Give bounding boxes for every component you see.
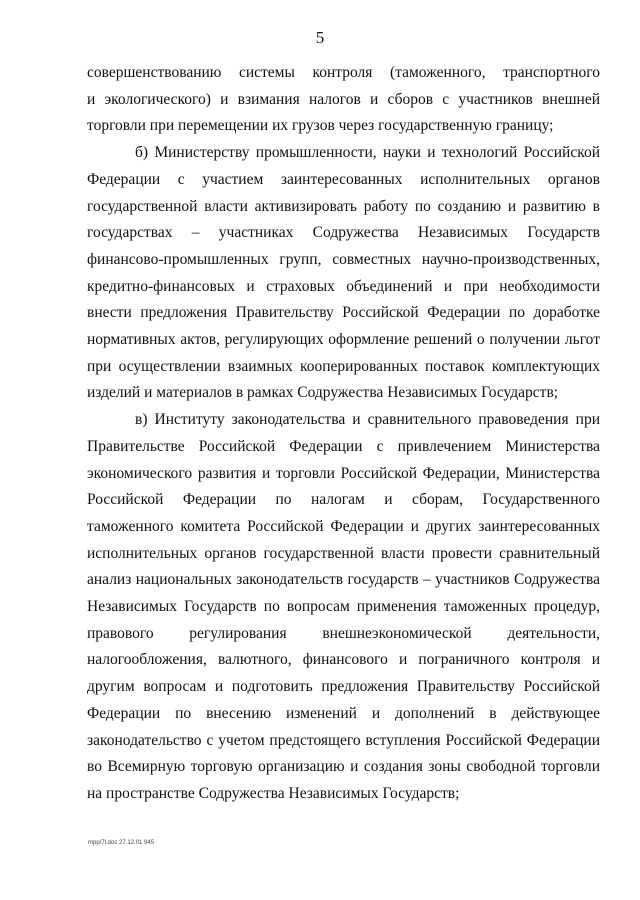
text-line: Федерации с участием заинтересованных исполнительных органов — [87, 170, 600, 188]
text-line: налогообложения, валютного, финансового и пограничного контроля и — [87, 651, 600, 669]
text-line: внести предложения Правительству Российской Федерации по доработке — [87, 304, 600, 322]
text-line: изделий и материалов в рамках Содружества Независимых Государств; — [87, 384, 559, 402]
page-number: 5 — [315, 28, 325, 47]
text-line: Правительстве Российской Федерации с привлечением Министерства — [87, 437, 600, 455]
text-line: исполнительных органов государственной власти провести сравнительный — [87, 544, 600, 562]
text-line: финансово-промышленных групп, совместных научно-производственных, — [87, 250, 600, 268]
text-line: другим вопросам и подготовить предложения Правительству Российской — [87, 678, 600, 696]
text-line: торговли при перемещении их грузов через государственную границу; — [87, 117, 554, 135]
text-line: законодательство с учетом предстоящего вступления Российской Федерации — [87, 731, 600, 749]
text-line: в) Институту законодательства и сравнительного правоведения при — [135, 411, 600, 429]
text-line: государствах – участниках Содружества Независимых Государств — [87, 224, 600, 242]
text-line: кредитно-финансовых и страховых объединений и при необходимости — [87, 277, 600, 295]
text-line: совершенствованию системы контроля (таможенного, транспортного — [87, 64, 600, 81]
text-line: анализ национальных законодательств государств – участников Содружества — [87, 571, 600, 589]
document-footer: mpp/7l.doc 27.12.01 945 — [88, 840, 155, 846]
text-line: правового регулирования внешнеэкономической деятельности, — [87, 624, 600, 642]
document-body — [87, 60, 600, 808]
text-line: Независимых Государств по вопросам применения таможенных процедур, — [87, 598, 600, 616]
text-line: нормативных актов, регулирующих оформление решений о получении льгот — [87, 331, 600, 349]
text-line: при осуществлении взаимных кооперированных поставок комплектующих — [87, 357, 600, 375]
text-line: Российской Федерации по налогам и сборам, Государственного — [87, 491, 600, 509]
text-line: на пространстве Содружества Независимых Государств; — [87, 784, 460, 802]
text-line: и экологического) и взимания налогов и сборов с участников внешней — [87, 90, 600, 108]
text-line: таможенного комитета Российской Федерации и других заинтересованных — [87, 517, 600, 535]
text-line: государственной власти активизировать работу по созданию и развитию в — [87, 197, 600, 215]
text-line: б) Министерству промышленности, науки и технологий Российской — [135, 144, 600, 162]
text-line: экономического развития и торговли Российской Федерации, Министерства — [87, 464, 600, 482]
text-line: во Всемирную торговую организацию и создания зоны свободной торговли — [87, 758, 600, 776]
text-line: Федерации по внесению изменений и дополнений в действующее — [87, 704, 600, 722]
